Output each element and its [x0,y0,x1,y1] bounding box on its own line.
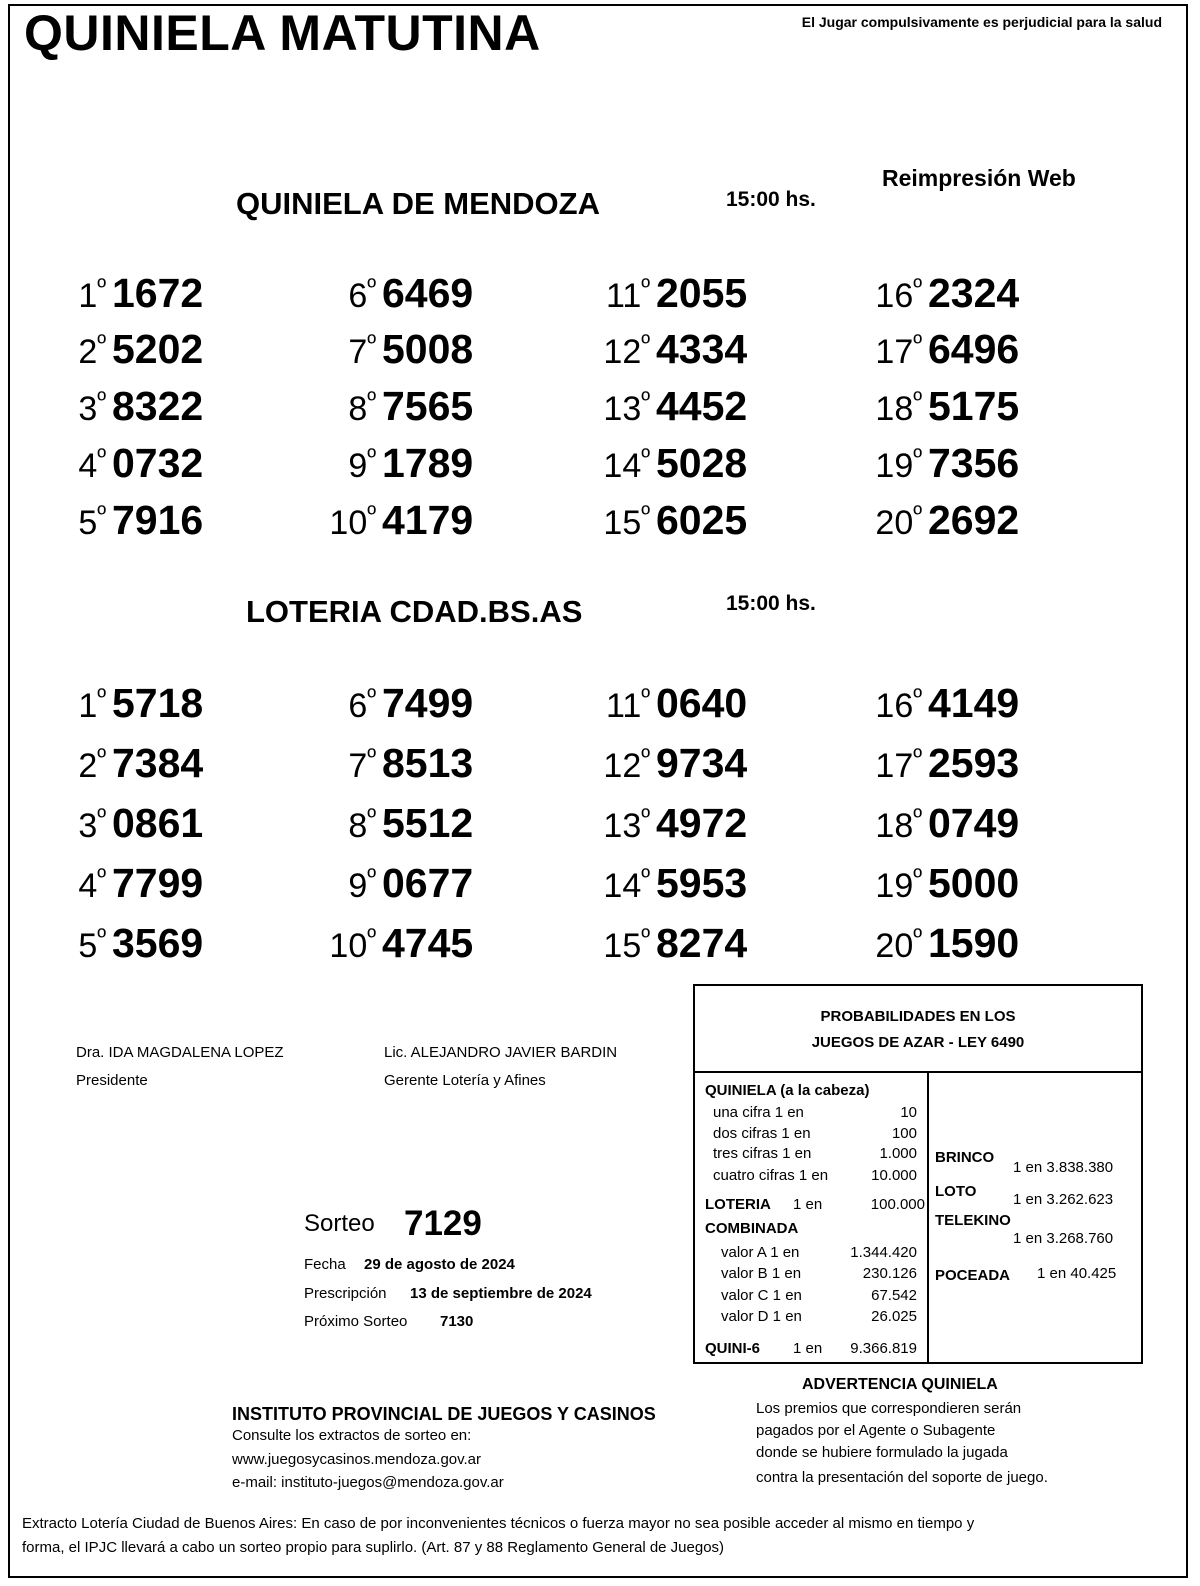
draw-position-number: 19 [875,447,914,485]
draw-position [590,864,650,906]
draw-position [46,864,106,906]
loto-prob-value: 1 en 3.262.623 [1013,1191,1114,1208]
ordinal-mark: º [641,684,650,711]
draw-number: 4972 [656,800,748,846]
ordinal-mark: º [367,864,376,891]
combinada-prob-row-value: 230.126 [862,1265,917,1282]
draw-position [316,744,376,786]
draw-result [862,920,1019,967]
combinada-prob-row-value: 1.344.420 [850,1244,917,1261]
draw-position [46,744,106,786]
institute-consult-line: Consulte los extractos de sorteo en: [232,1427,472,1444]
ordinal-mark: º [641,387,650,414]
draw-result [590,680,747,727]
quiniela-prob-row-value: 100 [891,1125,917,1142]
draw-position-number: 4 [78,447,98,485]
advertencia-line: contra la presentación del soporte de juego. [756,1469,1048,1486]
draw-position-number: 18 [875,807,914,845]
draw-number: 4452 [656,383,748,429]
draw-number: 5028 [656,440,748,486]
draw-position-number: 13 [603,807,642,845]
draw-position-number: 17 [875,333,914,371]
draw-number: 5202 [112,326,204,372]
ordinal-mark: º [367,387,376,414]
draw-number: 5718 [112,680,204,726]
draw-number: 4745 [382,920,474,966]
draw-position-number: 16 [875,687,914,725]
draw-result [590,497,747,544]
draw-number: 6025 [656,497,748,543]
fecha-value: 29 de agosto de 2024 [364,1256,515,1273]
advertencia-line: donde se hubiere formulado la jugada [756,1444,1008,1461]
draw-result [862,497,1019,544]
draw-position-number: 2 [78,747,98,785]
draw-position-number: 12 [603,747,642,785]
draw-result [46,860,203,907]
footer-note-line-1: Extracto Lotería Ciudad de Buenos Aires: En caso de por inconvenientes técnicos o fuerza mayor no sea posible acceder al mismo en tiempo y [22,1515,975,1532]
ordinal-mark: º [913,274,922,301]
quiniela-prob-row-label: una cifra 1 en [713,1104,804,1121]
draw-result [862,270,1019,317]
draw-position-number: 10 [329,927,368,965]
loteria-prob-label: LOTERIA [705,1196,771,1213]
ordinal-mark: º [913,330,922,357]
draw-result [590,860,747,907]
draw-position [862,387,922,429]
brinco-prob-label: BRINCO [935,1149,995,1166]
draw-position [316,444,376,486]
probabilities-box [693,984,1143,1364]
ordinal-mark: º [97,387,106,414]
draw-position-number: 14 [603,867,642,905]
draw-position [316,387,376,429]
quiniela-prob-row-label: dos cifras 1 en [713,1125,811,1142]
draw-position [862,274,922,316]
draw-position-number: 11 [605,687,642,725]
draw-number: 7499 [382,680,474,726]
ordinal-mark: º [913,744,922,771]
draw-result [316,680,473,727]
ordinal-mark: º [367,684,376,711]
draw-result [316,740,473,787]
draw-number: 4179 [382,497,474,543]
combinada-prob-title: COMBINADA [705,1220,799,1237]
advertencia-line: pagados por el Agente o Subagente [756,1422,996,1439]
sorteo-label: Sorteo [304,1210,375,1237]
combinada-prob-row-label: valor A 1 en [721,1244,800,1261]
draw-position [316,924,376,966]
draw-number: 7799 [112,860,204,906]
draw-number: 8274 [656,920,748,966]
draw-position-number: 17 [875,747,914,785]
draw-position [46,924,106,966]
draw-position [46,387,106,429]
draw-number: 3569 [112,920,204,966]
draw-position [46,330,106,372]
ordinal-mark: º [97,684,106,711]
page-title: QUINIELA MATUTINA [24,5,541,61]
combinada-prob-row-label: valor D 1 en [721,1308,802,1325]
quini6-prob-value: 9.366.819 [850,1340,917,1357]
ordinal-mark: º [641,744,650,771]
ordinal-mark: º [367,274,376,301]
prescripcion-value: 13 de septiembre de 2024 [410,1285,592,1302]
draw-position [316,684,376,726]
draw-position [590,744,650,786]
combinada-prob-row-value: 26.025 [871,1308,917,1325]
ordinal-mark: º [641,804,650,831]
poceada-prob-label: POCEADA [935,1267,1011,1284]
draw-position-number: 1 [78,687,98,725]
draw-position-number: 15 [603,927,642,965]
draw-position [862,444,922,486]
quini6-prob-one-in: 1 en [793,1340,823,1357]
draw-number: 1789 [382,440,474,486]
draw-number: 7356 [928,440,1020,486]
section-title-mendoza: QUINIELA DE MENDOZA [236,186,600,221]
draw-number: 5175 [928,383,1020,429]
draw-position-number: 5 [78,504,98,542]
draw-number: 9734 [656,740,748,786]
ordinal-mark: º [913,501,922,528]
draw-number: 1590 [928,920,1020,966]
draw-position [46,684,106,726]
probabilities-column-divider [927,1073,929,1362]
ordinal-mark: º [641,444,650,471]
draw-position [862,864,922,906]
ordinal-mark: º [913,387,922,414]
draw-result [46,326,203,373]
brinco-prob-value: 1 en 3.838.380 [1013,1159,1114,1176]
draw-number: 2692 [928,497,1020,543]
draw-position-number: 2 [78,333,98,371]
section-title-ciudad: LOTERIA CDAD.BS.AS [246,594,583,629]
quiniela-prob-row-label: cuatro cifras 1 en [713,1167,829,1184]
draw-position [862,501,922,543]
draw-result [590,740,747,787]
ordinal-mark: º [97,274,106,301]
draw-number: 0677 [382,860,474,906]
fecha-label: Fecha [304,1256,346,1273]
draw-number: 2324 [928,270,1020,316]
draw-number: 5512 [382,800,474,846]
draw-number: 7916 [112,497,204,543]
quiniela-prob-row-value: 10 [900,1104,917,1121]
ordinal-mark: º [913,444,922,471]
draw-position-number: 20 [875,927,914,965]
draw-position-number: 4 [78,867,98,905]
sorteo-number: 7129 [404,1204,482,1243]
draw-result [862,800,1019,847]
ordinal-mark: º [367,501,376,528]
draw-position [862,330,922,372]
draw-number: 2055 [656,270,748,316]
draw-number: 0861 [112,800,204,846]
draw-number: 6496 [928,326,1020,372]
draw-number: 1672 [112,270,204,316]
draw-result [590,326,747,373]
loteria-prob-one-in: 1 en [793,1196,823,1213]
draw-position-number: 1 [78,277,98,315]
ordinal-mark: º [367,804,376,831]
draw-result [862,440,1019,487]
draw-result [316,920,473,967]
draw-result [46,440,203,487]
ordinal-mark: º [97,804,106,831]
draw-number: 5000 [928,860,1020,906]
draw-position [862,804,922,846]
draw-position [590,330,650,372]
draw-position-number: 9 [348,447,368,485]
ordinal-mark: º [641,330,650,357]
draw-result [862,326,1019,373]
draw-result [590,270,747,317]
ordinal-mark: º [641,274,650,301]
ordinal-mark: º [97,444,106,471]
ordinal-mark: º [913,924,922,951]
draw-position-number: 8 [348,807,368,845]
ordinal-mark: º [97,744,106,771]
telekino-prob-value: 1 en 3.268.760 [1013,1230,1114,1247]
draw-number: 6469 [382,270,474,316]
ordinal-mark: º [641,864,650,891]
draw-position-number: 15 [603,504,642,542]
ordinal-mark: º [913,864,922,891]
draw-position [590,804,650,846]
draw-position-number: 6 [348,687,368,725]
probabilities-divider [695,1071,1141,1073]
ordinal-mark: º [641,924,650,951]
signature-role-president: Presidente [76,1072,148,1089]
draw-result [590,440,747,487]
draw-position [590,274,650,316]
draw-number: 5953 [656,860,748,906]
draw-result [862,383,1019,430]
draw-position-number: 8 [348,390,368,428]
draw-result [590,383,747,430]
section-time-ciudad: 15:00 hs. [726,592,816,615]
draw-position-number: 6 [348,277,368,315]
draw-position-number: 10 [329,504,368,542]
health-warning: El Jugar compulsivamente es perjudicial para la salud [801,14,1162,30]
draw-position-number: 9 [348,867,368,905]
ordinal-mark: º [367,444,376,471]
draw-position [862,744,922,786]
draw-position [46,274,106,316]
draw-position-number: 19 [875,867,914,905]
draw-position-number: 7 [348,333,368,371]
institute-name: INSTITUTO PROVINCIAL DE JUEGOS Y CASINOS [232,1404,656,1424]
draw-result [46,800,203,847]
telekino-prob-label: TELEKINO [935,1212,1011,1229]
draw-result [46,383,203,430]
draw-position [316,274,376,316]
draw-position [316,330,376,372]
signature-name-president: Dra. IDA MAGDALENA LOPEZ [76,1044,284,1061]
draw-position [590,924,650,966]
draw-number: 4334 [656,326,748,372]
draw-number: 8322 [112,383,204,429]
draw-number: 7565 [382,383,474,429]
draw-result [46,270,203,317]
draw-position [862,684,922,726]
ordinal-mark: º [367,924,376,951]
draw-result [316,497,473,544]
draw-position-number: 20 [875,504,914,542]
footer-note-line-2: forma, el IPJC llevará a cabo un sorteo propio para suplirlo. (Art. 87 y 88 Reglamento General de Juegos) [22,1539,725,1556]
quiniela-prob-row-value: 1.000 [879,1145,917,1162]
ordinal-mark: º [367,744,376,771]
draw-position [46,444,106,486]
draw-result [316,860,473,907]
ordinal-mark: º [913,804,922,831]
draw-position-number: 12 [603,333,642,371]
signature-name-manager: Lic. ALEJANDRO JAVIER BARDIN [384,1044,618,1061]
combinada-prob-row-value: 67.542 [871,1287,917,1304]
draw-result [316,383,473,430]
loteria-prob-value: 100.000 [870,1196,925,1213]
draw-number: 7384 [112,740,204,786]
ordinal-mark: º [97,864,106,891]
quiniela-prob-title: QUINIELA (a la cabeza) [705,1082,870,1099]
proximo-sorteo-label: Próximo Sorteo [304,1313,408,1330]
draw-number: 5008 [382,326,474,372]
draw-result [46,920,203,967]
ordinal-mark: º [97,330,106,357]
draw-result [46,740,203,787]
draw-position-number: 3 [78,390,98,428]
draw-result [590,800,747,847]
combinada-prob-row-label: valor B 1 en [721,1265,802,1282]
draw-result [590,920,747,967]
draw-result [862,680,1019,727]
draw-result [46,680,203,727]
draw-position-number: 13 [603,390,642,428]
ordinal-mark: º [641,501,650,528]
draw-position [862,924,922,966]
loto-prob-label: LOTO [935,1183,977,1200]
proximo-sorteo-value: 7130 [440,1313,474,1330]
draw-result [316,800,473,847]
draw-result [316,326,473,373]
draw-position [46,804,106,846]
draw-position [316,864,376,906]
ordinal-mark: º [97,501,106,528]
draw-position [590,684,650,726]
draw-number: 2593 [928,740,1020,786]
draw-position [316,804,376,846]
reprint-label: Reimpresión Web [882,165,1076,191]
section-time-mendoza: 15:00 hs. [726,188,816,211]
draw-position-number: 3 [78,807,98,845]
draw-position-number: 5 [78,927,98,965]
draw-result [46,497,203,544]
draw-position [316,501,376,543]
draw-result [862,740,1019,787]
draw-number: 0732 [112,440,204,486]
draw-number: 0640 [656,680,748,726]
draw-number: 4149 [928,680,1020,726]
draw-position-number: 11 [605,277,642,315]
quiniela-prob-row-value: 10.000 [871,1167,917,1184]
advertencia-title: ADVERTENCIA QUINIELA [802,1376,998,1393]
draw-position [590,444,650,486]
advertencia-line: Los premios que correspondieren serán [756,1400,1022,1417]
draw-position-number: 16 [875,277,914,315]
draw-number: 8513 [382,740,474,786]
draw-position [46,501,106,543]
draw-number: 0749 [928,800,1020,846]
signature-role-manager: Gerente Lotería y Afines [384,1072,546,1089]
quiniela-prob-row-label: tres cifras 1 en [713,1145,812,1162]
draw-position [590,387,650,429]
prescripcion-label: Prescripción [304,1285,387,1302]
draw-position-number: 18 [875,390,914,428]
institute-website: www.juegosycasinos.mendoza.gov.ar [232,1451,482,1468]
combinada-prob-row-label: valor C 1 en [721,1287,802,1304]
poceada-prob-value: 1 en 40.425 [1037,1265,1117,1282]
draw-position [590,501,650,543]
probabilities-title-2: JUEGOS DE AZAR - LEY 6490 [811,1034,1025,1051]
probabilities-title-1: PROBABILIDADES EN LOS [820,1008,1016,1025]
ordinal-mark: º [913,684,922,711]
draw-result [316,440,473,487]
draw-position-number: 14 [603,447,642,485]
ordinal-mark: º [97,924,106,951]
draw-result [316,270,473,317]
draw-position-number: 7 [348,747,368,785]
draw-result [862,860,1019,907]
ordinal-mark: º [367,330,376,357]
institute-email: e-mail: instituto-juegos@mendoza.gov.ar [232,1474,504,1491]
quini6-prob-label: QUINI-6 [705,1340,761,1357]
